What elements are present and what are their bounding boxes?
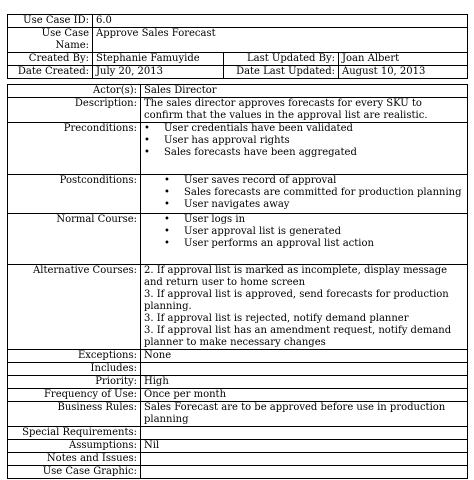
created-by-label: Created By: xyxy=(8,53,93,66)
postconditions-label: Postconditions: xyxy=(8,175,141,214)
frequency-label: Frequency of Use: xyxy=(8,389,141,402)
assumptions-row xyxy=(8,440,468,453)
includes-label: Includes: xyxy=(8,363,141,376)
date-created-label: Date Created: xyxy=(8,66,93,79)
alternative-courses-cell xyxy=(141,265,468,350)
business-rules-value: Sales Forecast are to be approved before use in production planning xyxy=(141,402,468,427)
actors-row xyxy=(8,85,468,98)
list-item: • User logs in xyxy=(144,214,464,226)
normal-course-label: Normal Course: xyxy=(8,214,141,265)
preconditions-label: Preconditions: xyxy=(8,123,141,175)
description-row xyxy=(8,98,468,123)
list-item: • User credentials have been validated xyxy=(144,123,464,135)
special-requirements-row xyxy=(8,427,468,440)
list-item: • User saves record of approval xyxy=(144,175,464,187)
exceptions-row xyxy=(8,350,468,363)
assumptions-value: Nil xyxy=(141,440,468,453)
use-case-id-label: Use Case ID: xyxy=(8,15,93,28)
alternative-course-item: 3. If approval list is approved, send forecasts for production planning. xyxy=(144,289,449,312)
actors-label: Actor(s): xyxy=(8,85,141,98)
alternative-courses-label: Alternative Courses: xyxy=(8,265,141,350)
use-case-name-row xyxy=(8,28,468,53)
frequency-value: Once per month xyxy=(141,389,468,402)
frequency-row xyxy=(8,389,468,402)
special-requirements-value xyxy=(141,427,468,440)
normal-course-cell xyxy=(141,214,468,265)
notes-value xyxy=(141,453,468,466)
graphic-row xyxy=(8,466,468,479)
preconditions-cell xyxy=(141,123,468,175)
graphic-value xyxy=(141,466,468,479)
use-case-header-table xyxy=(7,14,468,79)
assumptions-label: Assumptions: xyxy=(8,440,141,453)
use-case-details-table xyxy=(7,84,468,479)
use-case-name-label: Use Case Name: xyxy=(8,28,93,53)
date-last-updated-label: Date Last Updated: xyxy=(224,66,339,79)
includes-row xyxy=(8,363,468,376)
alternative-course-item: 2. If approval list is marked as incomplete, display message and return user to home screen xyxy=(144,265,448,288)
priority-label: Priority: xyxy=(8,376,141,389)
list-item: • User performs an approval list action xyxy=(144,238,464,250)
notes-row xyxy=(8,453,468,466)
list-item: • User navigates away xyxy=(144,199,464,211)
graphic-label: Use Case Graphic: xyxy=(8,466,141,479)
postconditions-row xyxy=(8,175,468,214)
created-by-row xyxy=(8,53,468,66)
actors-value: Sales Director xyxy=(141,85,468,98)
list-item: • Sales forecasts have been aggregated xyxy=(144,147,464,159)
postconditions-list xyxy=(144,175,464,211)
list-item: • User approval list is generated xyxy=(144,226,464,238)
preconditions-row xyxy=(8,123,468,175)
description-label: Description: xyxy=(8,98,141,123)
last-updated-by-label: Last Updated By: xyxy=(224,53,339,66)
preconditions-list xyxy=(144,123,464,159)
postconditions-cell xyxy=(141,175,468,214)
includes-value xyxy=(141,363,468,376)
alternative-courses-row xyxy=(8,265,468,350)
description-value: The sales director approves forecasts for every SKU to confirm that the values in the approval list are realistic. xyxy=(141,98,468,123)
notes-label: Notes and Issues: xyxy=(8,453,141,466)
exceptions-label: Exceptions: xyxy=(8,350,141,363)
business-rules-row xyxy=(8,402,468,427)
normal-course-list xyxy=(144,214,464,250)
use-case-id-row xyxy=(8,15,468,28)
priority-row xyxy=(8,376,468,389)
priority-value: High xyxy=(141,376,468,389)
date-created-row xyxy=(8,66,468,79)
date-created-value: July 20, 2013 xyxy=(93,66,224,79)
alternative-course-item: 3. If approval list is rejected, notify demand planner xyxy=(144,313,409,324)
alternative-course-item: 3. If approval list has an amendment request, notify demand planner to make necessary changes xyxy=(144,325,452,348)
business-rules-label: Business Rules: xyxy=(8,402,141,427)
list-item: • Sales forecasts are committed for production planning xyxy=(144,187,464,199)
normal-course-row xyxy=(8,214,468,265)
last-updated-by-value: Joan Albert xyxy=(339,53,468,66)
list-item: • User has approval rights xyxy=(144,135,464,147)
special-requirements-label: Special Requirements: xyxy=(8,427,141,440)
use-case-name-value: Approve Sales Forecast xyxy=(93,28,468,53)
created-by-value: Stephanie Famuyide xyxy=(93,53,224,66)
exceptions-value: None xyxy=(141,350,468,363)
date-last-updated-value: August 10, 2013 xyxy=(339,66,468,79)
use-case-id-value: 6.0 xyxy=(93,15,468,28)
